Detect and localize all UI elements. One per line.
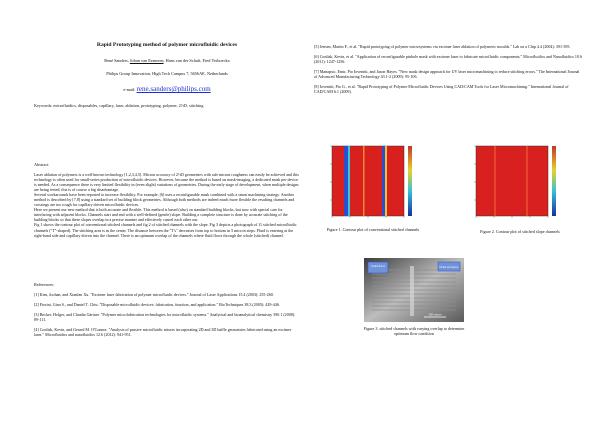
figure-1-image — [320, 142, 424, 222]
stitch-band — [344, 146, 348, 216]
author-2-presenting: Johan van Eemeren — [129, 58, 164, 63]
author-list — [34, 58, 300, 63]
contour-field — [332, 146, 404, 216]
figure-2-caption: Figure 2. Contour plot of stitched slope channels — [480, 229, 560, 234]
figure-3-image — [364, 258, 464, 322]
stitch-band — [385, 146, 387, 216]
figure-3-caption: Figure 3. stitched channels with varying overlap to determine optimum flow condition — [363, 326, 465, 336]
stitch-band — [526, 146, 528, 216]
colorbar — [408, 146, 412, 216]
abstract-paragraph: Several workarounds have been reported to increase flexibility. For example, [6] uses a reconfigurable mask combined with a smart machining strategy. Another method is described by [7,8] using a standard set of building block geometries. Although both methods are indeed much more flexible the resulting channels and crossings are too rough for capillary driven microfluidic devices. — [34, 192, 295, 208]
abstract-body — [34, 172, 300, 238]
scale-bar-label: 200 micron — [428, 313, 442, 317]
figure-2-contour-plot — [464, 142, 568, 222]
paper-title: Rapid Prototyping method of polymer microfluidic devices — [96, 42, 238, 48]
reference-item: [6] Conlisk, Kevin, et al. "Application of reconfigurable pinhole mask with excimer laser to fabricate microfluidic components." Microfluidics and Nanofluidics 10.6 (2011): 1247-1256. — [314, 54, 582, 65]
reference-item: [5] Jensen, Martin F., et al. "Rapid prototyping of polymer microsystems via excimer laser ablation of polymeric moulds." Lab on a Chip 4.4 (2004): 391-395. — [314, 44, 571, 49]
email-label: e-mail: — [123, 87, 137, 92]
abstract-paragraph: Here we present our new method that is both accurate and flexible. This method is based (also) on standard building blocks, but now with special care for interfacing with adjacent blocks. Channels start and end with a well-defined (gentle) slope. Building a complete structure is done by accurate stitching of the building blocks so that these slopes overlap in a precise manner and effectively cancel each other out. — [34, 207, 288, 223]
fluid-front-label: Fluid front — [371, 264, 385, 268]
figure-1-contour-plot — [320, 142, 424, 222]
fluid-entrance-label: Fluid entrance — [439, 265, 459, 269]
contour-field — [476, 146, 548, 216]
figure-2-image — [464, 142, 568, 222]
reference-item: [3] Becker, Holger, and Claudia Gärtner. "Polymer microfabrication technologies for microfluidic systems." Analytical and bioanalytical chemistry 390.1 (2008): 89-111. — [34, 312, 296, 323]
email-line — [34, 85, 300, 93]
author-1: René Sanders, — [104, 58, 130, 63]
affiliation: Philips Group Innovation, High Tech Campus 7, 5656AE, Netherlands — [106, 71, 228, 76]
email-link[interactable]: rene.sanders@philips.com — [136, 85, 211, 93]
stitch-band — [382, 146, 385, 216]
stitch-band — [348, 146, 350, 216]
abstract-paragraph: Fig 1 shows the contour plot of conventional stitched channels and fig 2 of stitched channels with the slope. Fig 3 depicts a photograph of 11 stitched microfluidic channels ("T"-shaped). The stitching area is in the center. The distance between the "T's" decreases from top to bottom in 5 micron steps. Fluid is entering at the right-hand side and capillary driven into the channel. There is an optimum overlap of the channels where fluid flows through the whole (stitched) channel. — [34, 222, 297, 238]
keywords: Keywords: microfluidics, disposables, capillary, laser, ablation, prototyping, polymer, 2½D, stitching — [34, 103, 204, 108]
references-right — [314, 44, 582, 99]
reference-item: [2] Fiorini, Gina S., and Daniel T. Chiu. "Disposable microfluidic devices: fabrication, function, and application." BioTechniques 38.3 (2005): 429-446. — [34, 302, 280, 308]
abstract-paragraph: Laser ablation of polymers is a well-known technology [1,2,3,4,5]. Micron accuracy of 2½D geometries with sub-micron roughness can easily be achieved and this technology is often used for small-series production of microfluidic devices. However, because the method is based on mask-imaging, a dedicated mask per device is needed. As a consequence there is very limited flexibility in (even slight) variations of geometries. During the early stage of development, when multiple designs are being tested, this is of course a big disadvantage. — [34, 172, 299, 193]
figure-1-caption: Figure 1. Contour plot of conventional stitched channels — [326, 227, 420, 232]
reference-item: [7] Manapsic, Emir, Pio Iovenitti, and Jason Hayes. "New mask design approach for UV laser micromachining to reduce stitching errors." The International Journal of Advanced Manufacturing Technology 43.1-2 (2009): 95-106. — [314, 69, 580, 80]
reference-item: [8] Iovenitti, Pio G., et al. "Rapid Prototyping of Polymer Microfluidic Devices Using CAD/CAM Tools for Laser Micromachining." International Journal of CAD/CAM 6.1 (2009). — [314, 84, 569, 95]
figure-3-photograph — [364, 258, 464, 322]
reference-item: [4] Conlisk, Kevin, and Gerard M. O'Connor. "Analysis of passive microfluidic mixers incorporating 2D and 3D baffle geometries fabricated using an excimer laser." Microfluidics and nanofluidics 12.6 (2012): 941-951. — [34, 327, 292, 338]
stitch-band — [363, 146, 365, 216]
references-left — [34, 292, 300, 342]
colorbar — [552, 146, 556, 216]
references-heading: References: — [34, 282, 55, 287]
stitching-area — [410, 266, 414, 316]
abstract-heading: Abstract — [34, 162, 49, 167]
author-rest: , Hans van der Schaft, Fred Verhoeckx — [163, 58, 230, 63]
reference-item: [1] Kim, Joohan, and Xianfan Xu. "Excimer laser fabrication of polymer microfluidic devices." Journal of Laser Applications 15.4 (2003): 255-260. — [34, 292, 274, 297]
stitch-band — [494, 146, 496, 216]
